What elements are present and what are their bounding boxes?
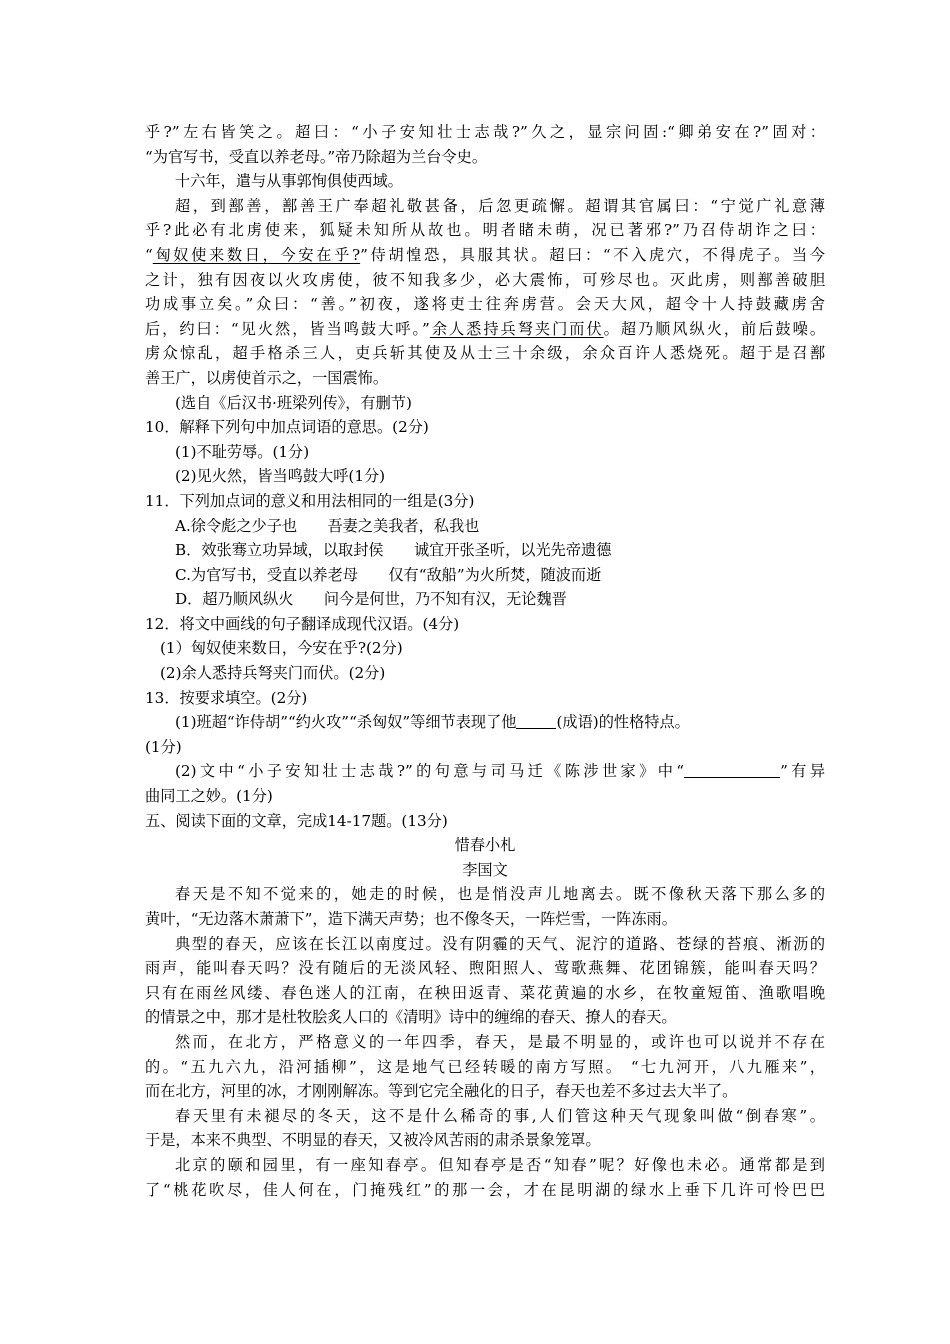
- passage-line: 之计，独有因夜以火攻虏使，彼不知我多少，必大震怖，可殄尽也。灭此虏，则鄯善破胆: [145, 270, 825, 289]
- question-12-item-2: (2)余人悉持兵弩夹门而伏。(2分): [160, 664, 386, 683]
- quote-open: “: [145, 245, 153, 264]
- passage-line: 十六年，遣与从事郭恂俱使西域。: [175, 172, 403, 191]
- article-line: 只有在雨丝风缕、春色迷人的江南，在秧田返青、菜花黄遍的水乡，在牧童短笛、渔歌唱晚: [145, 983, 825, 1002]
- question-10: 10．解释下列句中加点词语的意思。(2分): [145, 418, 429, 437]
- question-text: ”有异: [780, 762, 826, 781]
- article-line: 雨声，能叫春天吗？没有随后的无淡风轻、煦阳照人、莺歌燕舞、花团锦簇，能叫春天吗？: [145, 959, 825, 978]
- question-11-option-b: B．效张骞立功异域，以取封侯 诚宜开张圣听，以光先帝遗德: [175, 541, 612, 560]
- article-line: 然而，在北方，严格意义的一年四季，春天，是最不明显的，或许也可以说并不存在: [175, 1032, 825, 1051]
- section-5-heading: 五、阅读下面的文章，完成14-17题。(13分): [145, 811, 448, 830]
- question-13-item-1: [145, 710, 825, 735]
- question-12: 12．将文中画线的句子翻译成现代汉语。(4分): [145, 614, 460, 633]
- question-11: 11．下列加点词的意义和用法相同的一组是(3分): [145, 491, 475, 510]
- underlined-sentence-2: 余人悉持兵弩夹门而伏: [429, 319, 604, 338]
- passage-line: [145, 243, 825, 268]
- article-line: 春天里有未褪尽的冬天，这不是什么稀奇的事,人们管这种天气现象叫做“倒春寒”。: [175, 1106, 825, 1125]
- article-line: 的情景之中，那才是杜牧脍炙人口的《清明》诗中的缠绵的春天、撩人的春天。: [145, 1008, 677, 1027]
- passage-line: 虏众惊乱，超手格杀三人，吏兵斩其使及从士三十余级，余众百许人悉烧死。超于是召鄯: [145, 344, 825, 363]
- passage-line: 超，到鄯善，鄯善王广奉超礼敬甚备，后忽更疏懈。超谓其官属曰：“宁觉广礼意薄: [175, 196, 825, 215]
- passage-source: (选自《后汉书·班梁列传》，有删节): [175, 393, 412, 412]
- underlined-sentence-1: 匈奴使来数日，今安在乎?: [152, 245, 361, 264]
- article-line: 黄叶，“无边落木萧萧下”，造下满天声势；也不像冬天，一阵烂雪，一阵冻雨。: [145, 910, 677, 928]
- question-text: (1)班超“诈侍胡”“约火攻”“杀匈奴”等细节表现了他: [175, 713, 517, 732]
- answer-blank-1[interactable]: [516, 712, 556, 729]
- passage-line: 乎?”左右皆笑之。超曰：“小子安知壮士志哉?”久之，显宗问固:“卿弟安在?”固对：: [145, 123, 825, 141]
- question-13-item-2: [145, 759, 825, 784]
- document-body: [145, 120, 825, 1202]
- article-line: 了“桃花吹尽，佳人何在，门掩残红”的那一会，才在昆明湖的绿水上垂下几许可怜巴巴: [145, 1180, 825, 1199]
- article-author: 李国文: [462, 860, 508, 879]
- passage-text: 后，约曰：“见火然，皆当鸣鼓大呼。”: [145, 319, 430, 338]
- question-10-item-2: (2)见火然，皆当鸣鼓大呼(1分): [175, 467, 386, 486]
- passage-line: “为官写书，受直以养老母。”帝乃除超为兰台令史。: [145, 147, 488, 166]
- article-line: 春天是不知不觉来的，她走的时候，也是悄没声儿地离去。既不像秋天落下那么多的: [175, 885, 825, 904]
- article-line: 而在北方，河里的冰，才刚刚解冻。等到它完全融化的日子，春天也差不多过去大半了。: [145, 1082, 738, 1101]
- question-13-item-2-cont: 曲同工之妙。(1分): [145, 787, 273, 806]
- passage-line: 乎?此必有北虏使来，狐疑未知所从故也。明者睹未萌，况已著邪?”乃召侍胡诈之曰：: [145, 221, 825, 240]
- article-line: 典型的春天，应该在长江以南度过。没有阴霾的天气、泥泞的道路、苍绿的苔痕、淅沥的: [175, 934, 825, 953]
- passage-line: 功成事立矣。”众曰：“善。”初夜，遂将吏士往奔虏营。会天大风，超令十人持鼓藏虏舍: [145, 295, 825, 314]
- answer-blank-2[interactable]: [684, 761, 780, 778]
- article-title: 惜春小札: [454, 836, 516, 855]
- question-text: (2)文中“小子安知壮士志哉?”的句意与司马迁《陈涉世家》中“: [175, 762, 685, 781]
- article-line: 北京的颐和园里，有一座知春亭。但知春亭是否“知春”呢？好像也未必。通常都是到: [175, 1155, 825, 1174]
- passage-text: 。超乃顺风纵火，前后鼓噪。: [603, 319, 826, 338]
- question-11-option-d: D．超乃顺风纵火 问今是何世，乃不知有汉，无论魏晋: [175, 590, 567, 609]
- passage-line: [145, 317, 825, 342]
- question-12-item-1: (1）匈奴使来数日，今安在乎?(2分): [160, 639, 403, 658]
- question-10-item-1: (1)不耻劳辱。(1分): [175, 442, 310, 461]
- question-text: (成语)的性格特点。: [556, 713, 690, 732]
- question-13-item-1-points: (1分): [145, 737, 182, 756]
- article-line: 的。“五九六九，沿河插柳”，这是地气已经转暖的南方写照。 “七九河开，八九雁来”，: [145, 1057, 825, 1076]
- question-11-option-a: A.徐令彪之少子也 吾妻之美我者，私我也: [175, 516, 480, 535]
- question-11-option-c: C.为官写书，受直以养老母 仅有“敌船”为火所焚，随波而逝: [175, 565, 602, 584]
- question-13: 13．按要求填空。(2分): [145, 688, 308, 707]
- article-line: 于是，本来不典型、不明显的春天，又被冷风苦雨的肃杀景象笼罩。: [145, 1131, 601, 1150]
- passage-line: 善王广，以虏使首示之，一国震怖。: [145, 368, 388, 387]
- passage-text: ”侍胡惶恐，具服其状。超曰：“不入虎穴，不得虎子。当今: [360, 245, 825, 264]
